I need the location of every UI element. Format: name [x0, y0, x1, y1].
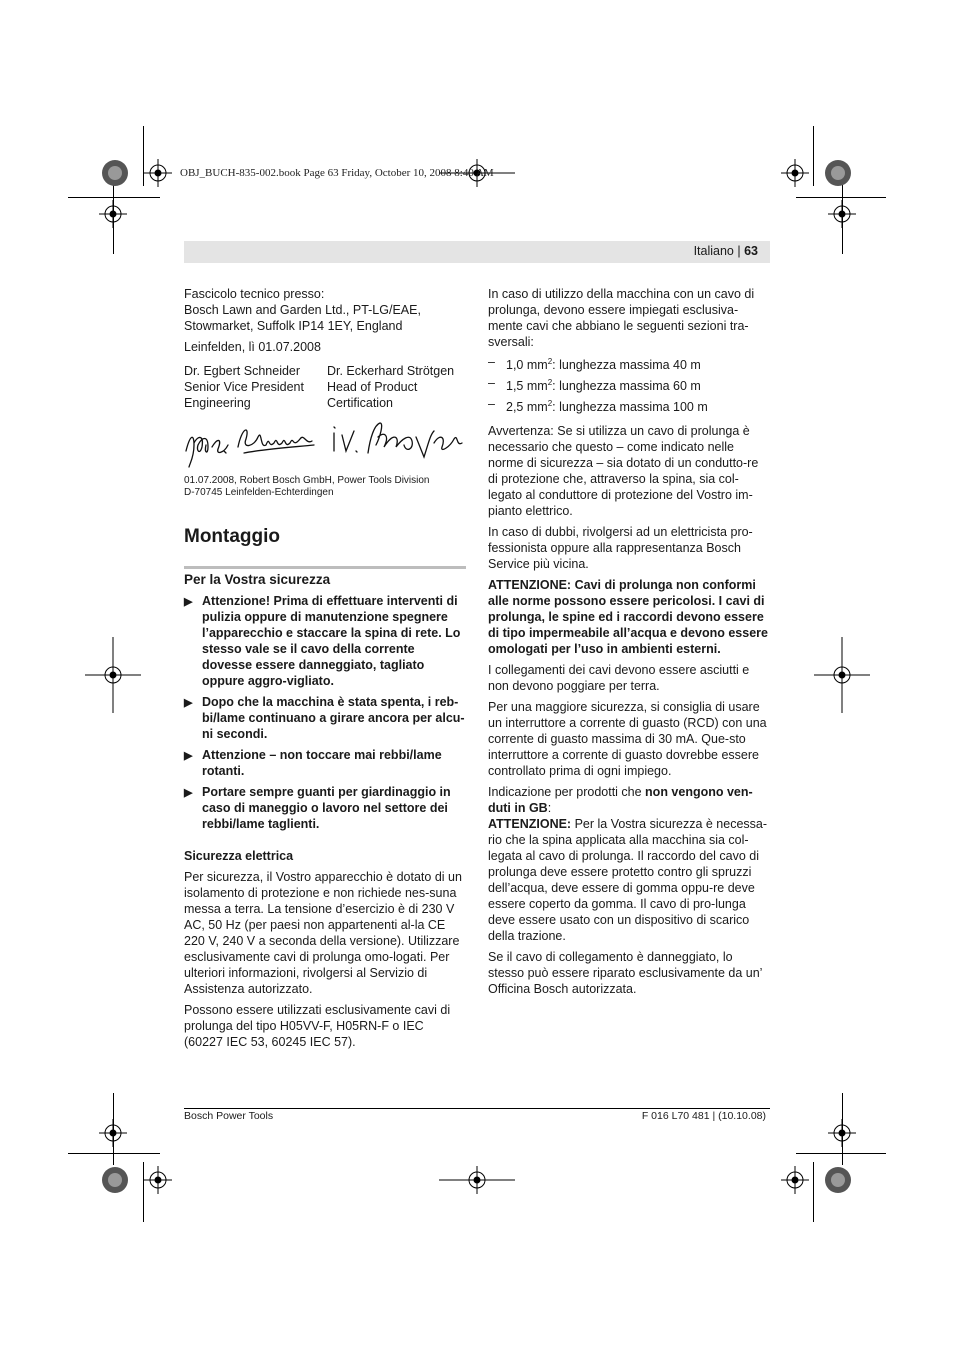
- cable-spec-size: 1,0 mm: [506, 358, 548, 373]
- print-slug: OBJ_BUCH-835-002.book Page 63 Friday, October 10, 2008 8:40 AM: [180, 167, 494, 179]
- safety-bullet-text: Dopo che la macchina è stata spenta, i reb-bi/lame continuano a girare ancora per alcu-ni secondi.: [202, 695, 465, 741]
- footer-left: Bosch Power Tools: [184, 1110, 274, 1122]
- signatory-1-name: Dr. Egbert Schneider: [184, 364, 301, 378]
- attention-paragraph: ATTENZIONE: Cavi di prolunga non conformi alle norme possono essere pericolosi. I cavi di prolunga, le spine ed i raccordi devono essere di tipo impermeabile all’acqua e devono essere omologati per l’uso in ambienti esterni.: [488, 578, 768, 657]
- cable-spec-item: [488, 375, 770, 394]
- company-line-1: 01.07.2008, Robert Bosch GmbH, Power Tools Division: [184, 475, 430, 486]
- cable-spec-length: : lunghezza massima 40 m: [552, 358, 701, 373]
- header-separator: |: [737, 244, 741, 258]
- arrow-icon: ▶: [184, 596, 193, 608]
- left-column: [184, 286, 466, 1055]
- safety-bullet-text: Portare sempre guanti per giardinaggio in caso di maneggio o lavoro nel settore dei rebbi/lame taglienti.: [202, 785, 451, 831]
- cable-spec-size: 1,5 mm: [506, 379, 548, 394]
- non-gb-note-bold: non vengono ven-duti in GB: [488, 785, 753, 816]
- safety-bullet-text: Attenzione! Prima di effettuare interventi di pulizia oppure di manutenzione spegnere l’apparecchio e staccare la spina di rete. Lo stesso vale se il cavo della corrente dovesse essere danneggiato, tagliato oppure aggro-vigliato.: [202, 594, 461, 688]
- cable-spec-size: 2,5 mm: [506, 400, 548, 415]
- cable-spec-length: : lunghezza massima 60 m: [552, 379, 701, 394]
- handwritten-signatures: [184, 417, 466, 471]
- safety-bullet: [184, 694, 466, 742]
- right-column: [488, 286, 770, 1002]
- plug-attention-text: Per la Vostra sicurezza è necessa-rio che la spina applicata alla macchina sia col-legata al cavo di prolunga. Il raccordo del cavo di prolunga deve essere protetto contro gli spruzzi dell’acqua, deve essere di gomma oppu-re deve essere coperto da gomma. Il cavo di pro-lunga deve essere usato con un dispositivo di scarico della trazione.: [488, 817, 768, 944]
- tech-file-address-1: Bosch Lawn and Garden Ltd., PT-LG/EAE,: [184, 303, 421, 317]
- dash-glyph: –: [488, 397, 495, 412]
- plug-attention-paragraph: [488, 816, 770, 944]
- signatory-2-name: Dr. Eckerhard Strötgen: [326, 364, 455, 378]
- arrow-icon: ▶: [184, 750, 193, 762]
- signatory-2: [327, 363, 466, 411]
- connections-paragraph: I collegamenti dei cavi devono essere asciutti e non devono poggiare per terra.: [488, 663, 750, 694]
- subheading-safety: Per la Vostra sicurezza: [184, 566, 466, 588]
- safety-bullet: [184, 747, 466, 779]
- cable-spec-item: [488, 396, 770, 415]
- cable-spec-item: [488, 354, 770, 373]
- plug-attention-label: ATTENZIONE:: [488, 817, 572, 832]
- tech-file-address-2: Stowmarket, Suffolk IP14 1EY, England: [184, 319, 403, 333]
- subheading-electrical-safety: Sicurezza elettrica: [184, 849, 294, 863]
- safety-bullet: [184, 593, 466, 689]
- safety-bullet-text: Attenzione – non toccare mai rebbi/lame rotanti.: [202, 748, 442, 778]
- rcd-paragraph: Per una maggiore sicurezza, si consiglia di usare un interruttore a corrente di guasto (RCD) con una corrente di guasto massima di 30 mA. Que-sto interruttore a corrente di guasto dovrebbe essere controllato prima di ogni impiego.: [488, 700, 767, 779]
- arrow-icon: ▶: [184, 787, 193, 799]
- non-gb-note-colon: :: [547, 801, 552, 816]
- header-language: Italiano: [693, 244, 734, 258]
- company-line-2: D-70745 Leinfelden-Echterdingen: [184, 487, 334, 498]
- signatory-2-title-1: Head of Product: [326, 380, 418, 394]
- electrical-paragraph-1: Per sicurezza, il Vostro apparecchio è dotato di un isolamento di protezione e non richiede nes-suna messa a terra. La tensione d’esercizio è di 230 V AC, 50 Hz (per paesi non appartenenti al-la CE 220 V, 240 V a seconda della versione). Utilizzare esclusivamente cavi di prolunga omo-logati. Per ulteriori informazioni, rivolgersi al Servizio di Assistenza autorizzato.: [184, 870, 462, 996]
- doubts-paragraph: In caso di dubbi, rivolgersi ad un elettricista pro-fessionista oppure alla rappresentanza Bosch Service più vicina.: [488, 525, 753, 572]
- extension-cable-intro: In caso di utilizzo della macchina con un cavo di prolunga, devono essere impiegati esclusiva-mente cavi che abbiano le seguenti sezioni tra-sversali:: [488, 287, 755, 349]
- warning-paragraph: Avvertenza: Se si utilizza un cavo di prolunga è necessario che questo – come indicato nelle norme di sicurezza – sia dotato di un condutto-re di protezione che, attraverso la spina, sia col-legato al conduttore di protezione del Vostro im-pianto elettrico.: [488, 424, 759, 519]
- safety-bullet: [184, 784, 466, 832]
- signatory-1-title-1: Senior Vice President: [184, 380, 304, 394]
- section-heading-montaggio: Montaggio: [184, 526, 281, 547]
- page-header: [694, 244, 758, 258]
- signatory-2-title-2: Certification: [326, 396, 393, 410]
- page-header-bar: [184, 241, 770, 263]
- dash-glyph: –: [488, 376, 495, 391]
- cable-spec-unit-power: 2: [547, 357, 553, 366]
- signatory-1: [184, 363, 327, 411]
- damaged-cable-paragraph: Se il cavo di collegamento è danneggiato, lo stesso può essere riparato esclusivamente da un’ Officina Bosch autorizzata.: [488, 950, 762, 997]
- place-date: Leinfelden, lì 01.07.2008: [184, 340, 321, 354]
- cable-spec-unit-power: 2: [547, 399, 553, 409]
- tech-file-label: Fascicolo tecnico presso:: [184, 287, 325, 301]
- dash-glyph: –: [488, 355, 495, 369]
- footer-right: F 016 L70 481 | (10.10.08): [641, 1110, 766, 1122]
- footer-rule: [184, 1108, 770, 1109]
- non-gb-note-text: Indicazione per prodotti che: [488, 785, 646, 800]
- signatories: [184, 363, 466, 411]
- cable-spec-length: : lunghezza massima 100 m: [552, 400, 708, 415]
- electrical-paragraph-2: Possono essere utilizzati esclusivamente cavi di prolunga del tipo H05VV-F, H05RN-F o IEC (60227 IEC 53, 60245 IEC 57).: [184, 1003, 451, 1049]
- page-number: 63: [744, 244, 758, 258]
- signatory-1-title-2: Engineering: [184, 396, 251, 410]
- cable-spec-unit-power: 2: [547, 378, 553, 388]
- non-gb-note: [488, 784, 770, 816]
- arrow-icon: ▶: [184, 697, 193, 709]
